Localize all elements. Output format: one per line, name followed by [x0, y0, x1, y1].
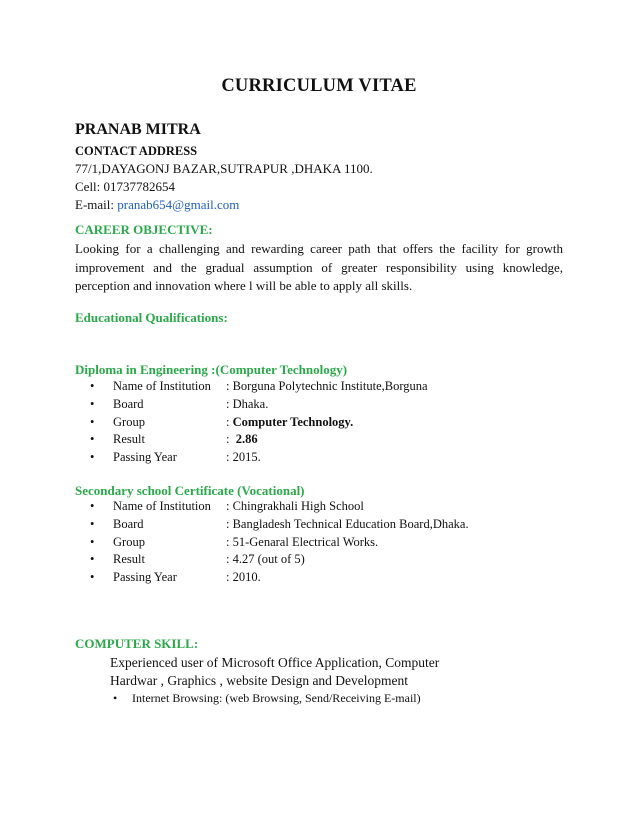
skill-line-1: Experienced user of Microsoft Office Application, Computer	[110, 655, 440, 670]
detail-label: Board	[113, 516, 144, 531]
bullet: •	[90, 499, 95, 513]
detail-value: : 51-Genaral Electrical Works.	[226, 534, 379, 549]
detail-label: Passing Year	[113, 570, 177, 585]
detail-label: Name of Institution	[113, 379, 211, 393]
detail-label: Result	[113, 552, 145, 567]
ssc-heading: Secondary school Certificate (Vocational)	[75, 483, 305, 498]
detail-label: Passing Year	[113, 450, 177, 465]
bullet: •	[90, 432, 95, 447]
address-line: 77/1,DAYAGONJ BAZAR,SUTRAPUR ,DHAKA 1100.	[75, 161, 373, 176]
detail-label: Board	[113, 396, 144, 411]
bullet: •	[113, 691, 118, 705]
bullet: •	[90, 570, 95, 585]
skill-bullet-text: Internet Browsing: (web Browsing, Send/Receiving E-mail)	[132, 691, 421, 705]
cell-line: Cell: 01737782654	[75, 179, 176, 194]
detail-value: : Chingrakhali High School	[226, 499, 364, 513]
bullet: •	[90, 396, 95, 411]
diploma-heading: Diploma in Engineering :(Computer Technology)	[75, 362, 348, 377]
email-link[interactable]: pranab654@gmail.com	[117, 197, 240, 212]
skill-line-2: Hardwar , Graphics , website Design and Development	[110, 673, 409, 688]
bullet: •	[90, 450, 95, 465]
document-title: CURRICULUM VITAE	[221, 76, 417, 96]
bullet: •	[90, 414, 95, 429]
computer-skill-heading: COMPUTER SKILL:	[75, 636, 199, 651]
person-name: PRANAB MITRA	[75, 121, 201, 138]
detail-value: : Bangladesh Technical Education Board,Dhaka.	[226, 516, 469, 531]
detail-value: : 4.27 (out of 5)	[226, 552, 305, 567]
bullet: •	[90, 379, 95, 393]
contact-address-heading: CONTACT ADDRESS	[75, 144, 198, 158]
detail-value: : 2010.	[226, 570, 261, 585]
detail-label: Group	[113, 414, 145, 429]
detail-label: Name of Institution	[113, 499, 211, 513]
email-line	[75, 197, 239, 213]
bullet: •	[90, 516, 95, 531]
education-heading: Educational Qualifications:	[75, 310, 228, 325]
detail-value: : Dhaka.	[226, 396, 269, 411]
career-objective-text: Looking for a challenging and rewarding career path that offers the facility for growth improvement and the gradual assumption of greater responsibility using knowledge, perception and innovation where l will be able to apply all skills.	[75, 241, 563, 293]
detail-value: : 2015.	[226, 450, 261, 465]
detail-label: Group	[113, 534, 145, 549]
email-label: E-mail:	[75, 197, 114, 212]
career-objective-heading: CAREER OBJECTIVE:	[75, 222, 213, 237]
detail-value: : 2.86	[226, 432, 258, 447]
detail-value: : Computer Technology.	[226, 414, 354, 429]
detail-value: : Borguna Polytechnic Institute,Borguna	[226, 379, 428, 393]
bullet: •	[90, 534, 95, 549]
detail-label: Result	[113, 432, 145, 447]
bullet: •	[90, 552, 95, 567]
